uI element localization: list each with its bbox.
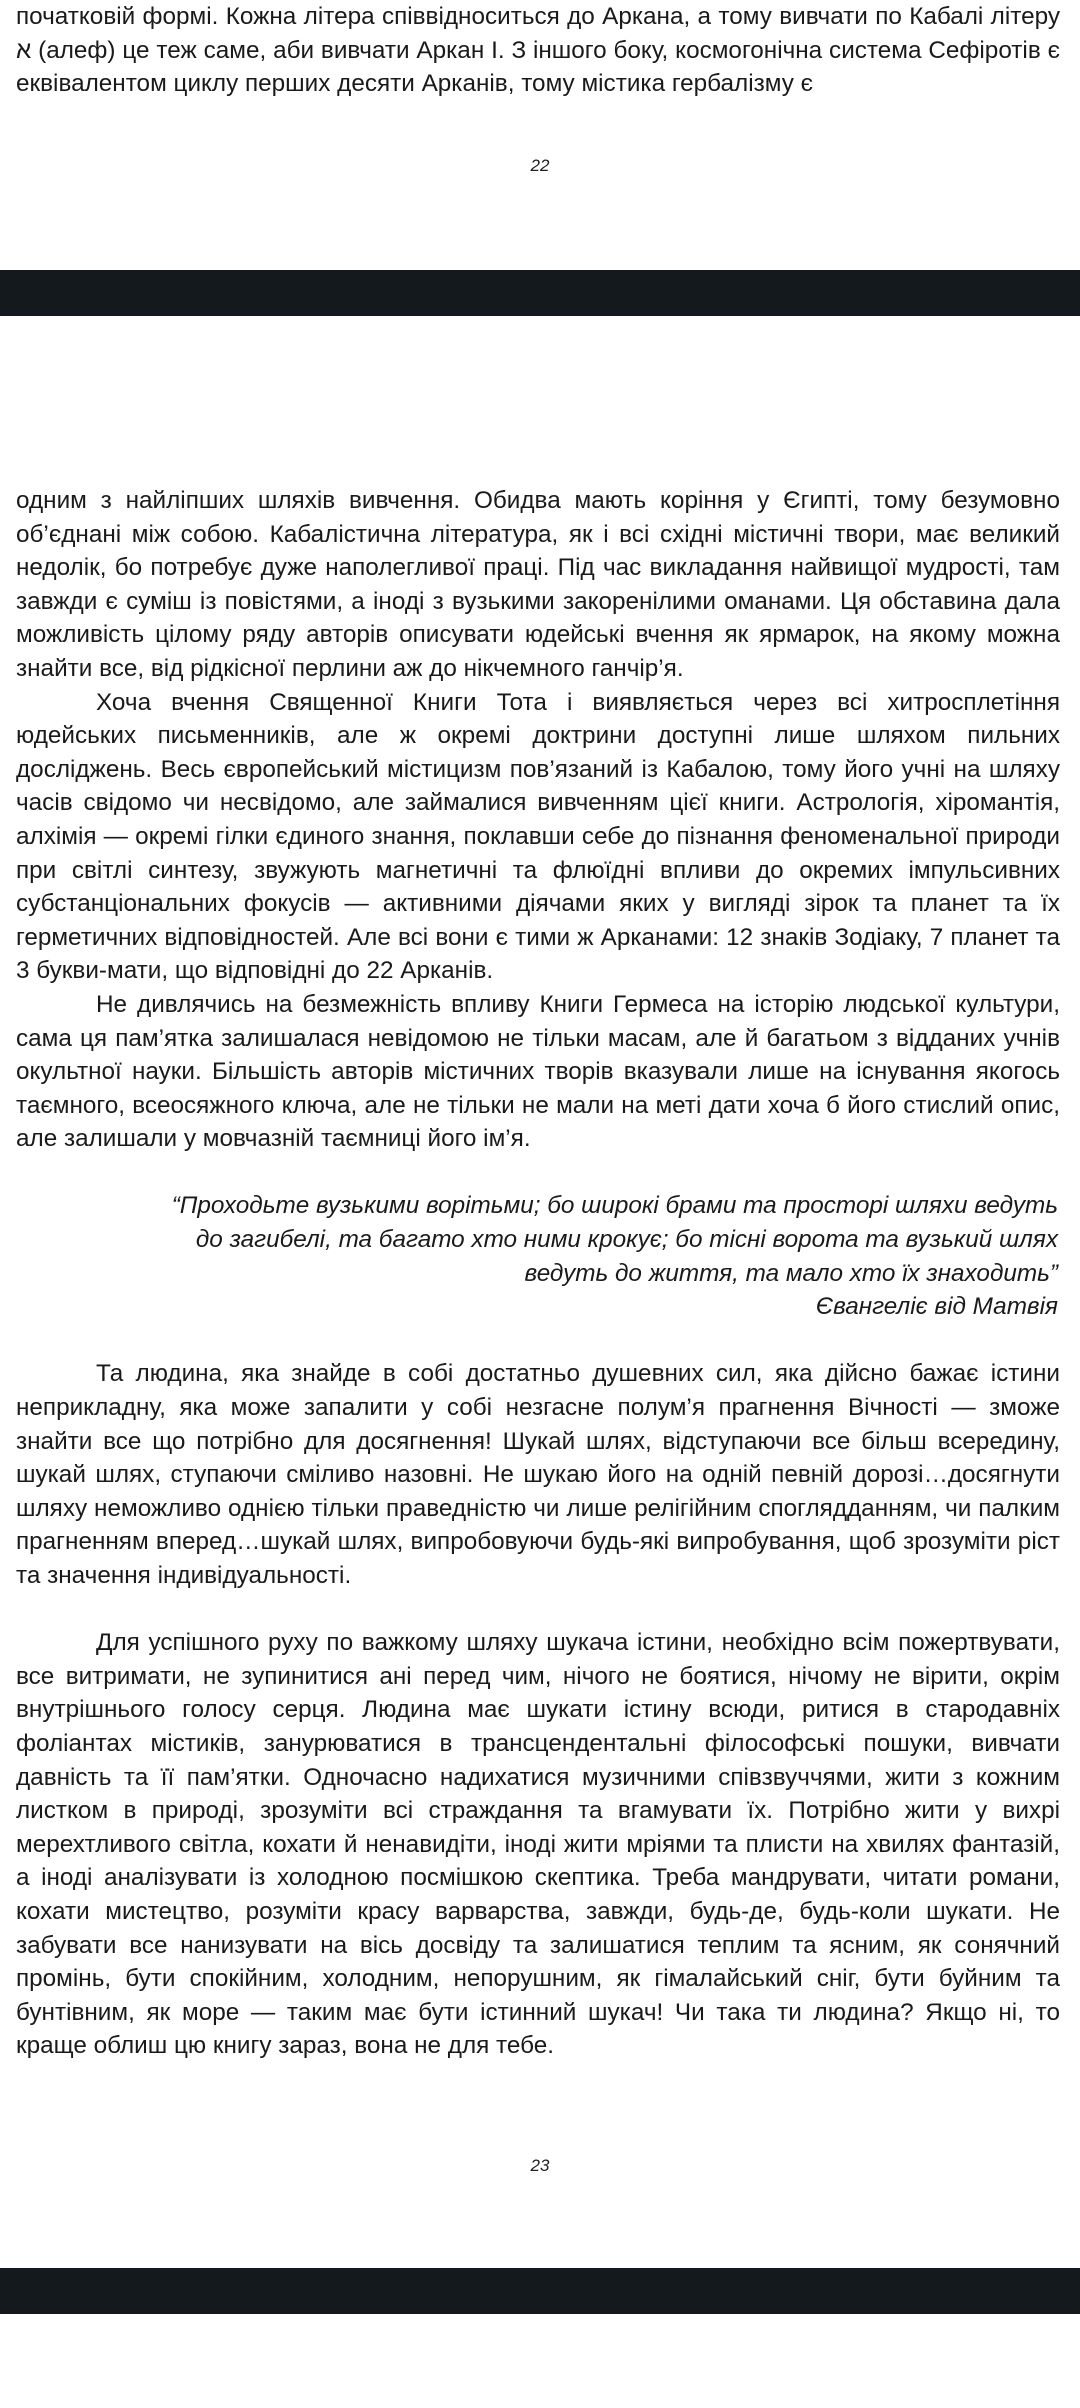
page-number-22: 22 xyxy=(530,156,550,175)
quote-line-1: “Проходьте вузькими ворітьми; бо широкі брами та просторі шляхи ведуть xyxy=(171,1192,1058,1220)
paragraph-2: Хоча вчення Священної Книги Тота і виявляється через всі хитросплетіння юдейських письменників, але ж окремі доктрини доступні лише шляхом пильних досліджень. Весь європейський містицизм пов’язаний із Кабалою, тому його учні на шляху часів свідомо чи несвідомо, але займалися вивченням цієї книги. Астрологія, хіромантія, алхімія — окремі гілки єдиного знання, поклавши себе до пізнання феноменальної природи при світлі синтезу, звужують магнетичні та флюїдні впливи до окремих імпульсивних субстанціональних фокусів — активними діячами яких у вигляді зірок та планет та їх герметичних відповідностей. Але всі вони є тими ж Арканами: 12 знаків Зодіаку, 7 планет та 3 букви-мати, що відповідні до 22 Арканів. xyxy=(16,688,1060,985)
page-23-text xyxy=(16,484,1060,2063)
epigraph-quote xyxy=(16,1189,1060,1323)
paragraph-3: Не дивлячись на безмежність впливу Книги Гермеса на історію людської культури, сама ця пам’ятка залишалася невідомою не тільки масам, але й багатьом з відданих учнів окультної науки. Більшість авторів містичних творів вказували лише на існування якогось таємного, всеосяжного ключа, але не тільки не мали на меті дати хоча б його стислий опис, але залишали у мовчазній таємниці його ім’я. xyxy=(16,990,1060,1153)
paragraph-1: одним з найліпших шляхів вивчення. Обидва мають коріння у Єгипті, тому безумовно об’єднані між собою. Кабалістична література, як і всі східні містичні твори, має великий недолік, бо потребує дуже наполегливої праці. Під час викладання найвищої мудрості, там завжди є суміш із повістями, а іноді з вузькими закоренілими оманами. Ця обставина дала можливість цілому ряду авторів описувати юдейські вчення як ярмарок, на якому можна знайти все, від рідкісної перлини аж до нікчемного ганчір’я. xyxy=(16,487,1060,682)
page-divider-bar xyxy=(0,270,1080,316)
quote-source: Євангеліє від Матвія xyxy=(815,1293,1058,1321)
paragraph-5: Для успішного руху по важкому шляху шукача істини, необхідно всім пожертвувати, все витримати, не зупинитися ані перед чим, нічого не боятися, нічому не вірити, окрім внутрішнього голосу серця. Людина має шукати істину всюди, ритися в стародавніх фоліантах містиків, занурюватися в трансцендентальні філософські пошуки, вивчати давність та її пам’ятки. Одночасно надихатися музичними співзвуччями, жити з кожним листком в природі, зрозуміти всі страждання та вгамувати їх. Потрібно жити у вихрі мерехтливого світла, кохати й ненавидіти, іноді жити мріями та плисти на хвилях фантазій, а іноді аналізувати із холодною посмішкою скептика. Треба мандрувати, читати романи, кохати мистецтво, розуміти красу варварства, завжди, будь-де, будь-коли шукати. Не забувати все нанизувати на вісь досвіду та залишатися теплим та ясним, як сонячний промінь, бути спокійним, холодним, непорушним, як гімалайський сніг, бути буйним та бунтівним, як море — таким має бути істинний шукач! Чи така ти людина? Якщо ні, то краще облиш цю книгу зараз, вона не для тебе. xyxy=(16,1629,1060,2060)
quote-line-3: ведуть до життя, та мало хто їх знаходить” xyxy=(524,1259,1058,1287)
page-number-23: 23 xyxy=(530,2156,550,2175)
page-22-text xyxy=(16,0,1060,101)
quote-line-2: до загибелі, та багато хто ними крокує; бо тісні ворота та вузький шлях xyxy=(195,1226,1058,1254)
paragraph-page-22-tail: початковій формі. Кожна літера співвідноситься до Аркана, а тому вивчати по Кабалі літеру א (алеф) це теж саме, аби вивчати Аркан І. З іншого боку, космогонічна система Сефіротів є еквівалентом циклу перших десяти Арканів, тому містика гербалізму є xyxy=(16,3,1060,98)
page-divider-bar-bottom xyxy=(0,2268,1080,2314)
paragraph-4: Та людина, яка знайде в собі достатньо душевних сил, яка дійсно бажає істини неприкладну, яка може запалити у собі незгасне полум’я прагнення Вічності — зможе знайти все що потрібно для досягнення! Шукай шлях, відступаючи все більш всередину, шукай шлях, ступаючи сміливо назовні. Не шукаю його на одній певній дорозі…досягнути шляху неможливо однією тільки праведністю чи лише релігійним споглядданням, чи палким прагненням вперед…шукай шлях, випробовуючи будь-які випробування, щоб зрозуміти ріст та значення індивідуальності. xyxy=(16,1360,1060,1589)
